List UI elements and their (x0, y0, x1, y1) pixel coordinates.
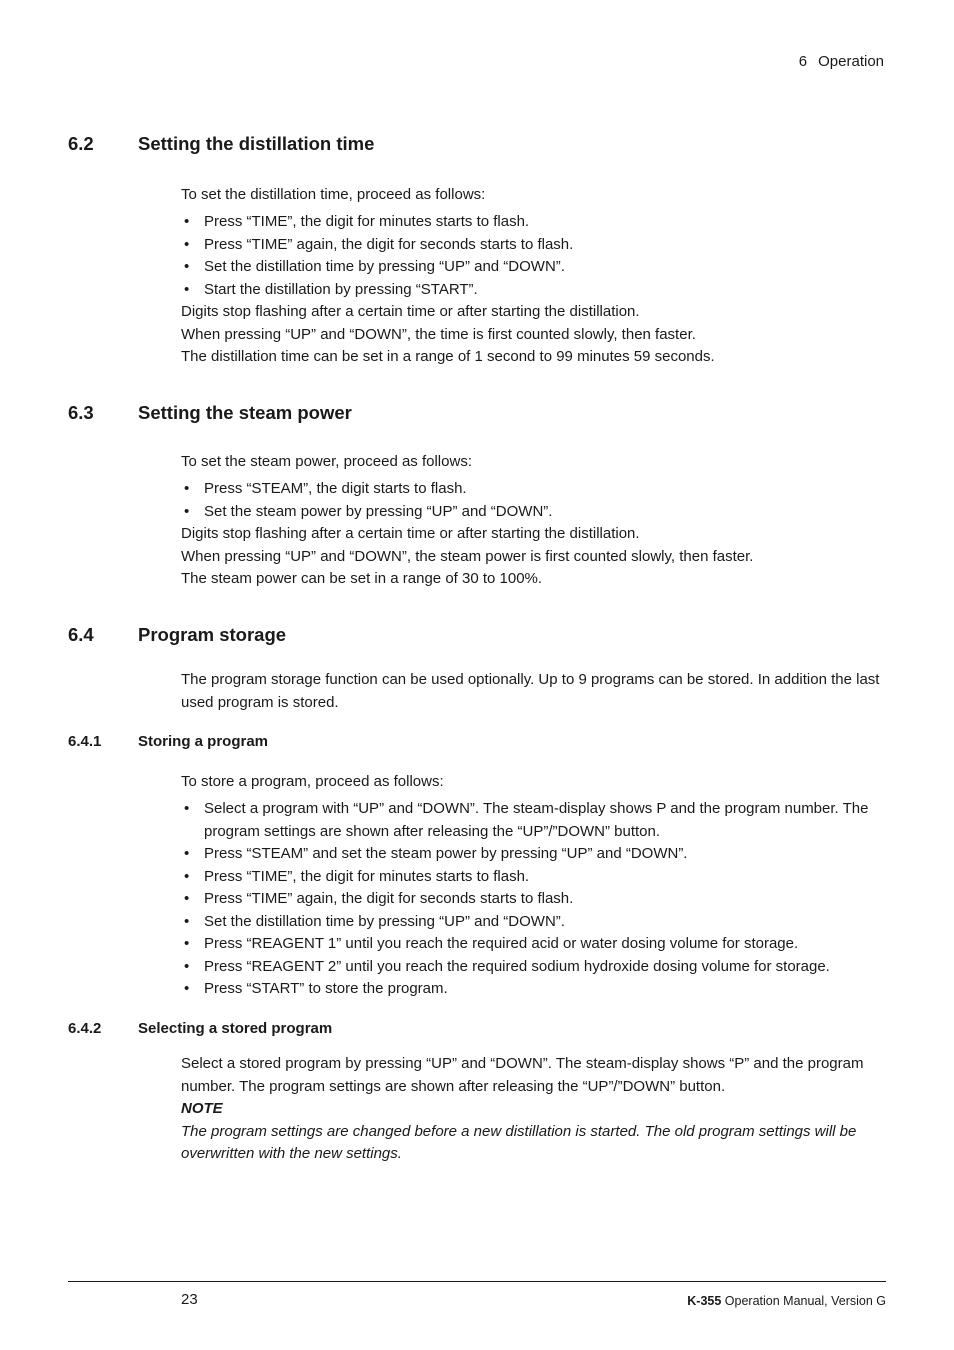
intro-text: To set the steam power, proceed as follows: (181, 453, 472, 470)
paragraph: Select a stored program by pressing “UP” and “DOWN”. The steam-display shows “P” and the program number. The program settings are shown after releasing the “UP”/”DOWN” button. (181, 1055, 864, 1095)
section-6-4-2-heading (68, 1020, 332, 1037)
section-6-3-heading (68, 402, 352, 424)
steps-list (181, 211, 886, 301)
running-header (799, 53, 884, 70)
list-item: • Set the steam power by pressing “UP” and “DOWN”. (181, 501, 886, 524)
paragraph-line: The distillation time can be set in a range of 1 second to 99 minutes 59 seconds. (181, 348, 715, 365)
paragraph-line: When pressing “UP” and “DOWN”, the time is first counted slowly, then faster. (181, 325, 696, 343)
paragraph: The program storage function can be used optionally. Up to 9 programs can be stored. In addition the last used program is stored. (181, 671, 880, 711)
intro-text: To store a program, proceed as follows: (181, 773, 444, 790)
list-item: • Press “TIME”, the digit for minutes starts to flash. (181, 211, 886, 234)
paragraph-line: Digits stop flashing after a certain time or after starting the distillation. (181, 525, 640, 542)
footer-divider (68, 1281, 886, 1282)
intro-text: To set the distillation time, proceed as follows: (181, 186, 486, 203)
chapter-title: Operation (818, 53, 884, 70)
list-item: • Press “STEAM”, the digit starts to flash. (181, 478, 886, 501)
list-item: • Press “TIME”, the digit for minutes starts to flash. (181, 866, 886, 889)
section-6-4-body (181, 669, 886, 714)
list-item: • Press “REAGENT 1” until you reach the required acid or water dosing volume for storage. (181, 933, 886, 956)
note-title: NOTE (181, 1100, 223, 1117)
section-6-4-1-heading (68, 733, 268, 750)
chapter-number: 6 (798, 53, 808, 70)
list-item: • Set the distillation time by pressing “UP” and “DOWN”. (181, 911, 886, 934)
section-6-3-body (181, 451, 886, 591)
note-text: The program settings are changed before a new distillation is started. The old program settings will be overwritten with the new settings. (181, 1122, 857, 1162)
list-item: • Press “TIME” again, the digit for seconds starts to flash. (181, 888, 886, 911)
section-number: 6.4.1 (68, 733, 102, 750)
list-item: • Press “REAGENT 2” until you reach the required sodium hydroxide dosing volume for storage. (181, 956, 886, 979)
section-6-2-body (181, 184, 886, 369)
list-item: • Select a program with “UP” and “DOWN”. The steam-display shows P and the program number. The program settings are shown after releasing the “UP”/”DOWN” button. (181, 798, 886, 843)
steps-list (181, 478, 886, 523)
section-title: Setting the steam power (138, 402, 352, 423)
page-number: 23 (181, 1291, 198, 1308)
section-number: 6.4 (68, 624, 94, 645)
section-title: Program storage (138, 624, 287, 645)
section-6-4-1-body (181, 771, 886, 1001)
section-number: 6.4.2 (68, 1020, 102, 1037)
paragraph-line: Digits stop flashing after a certain time or after starting the distillation. (181, 303, 640, 320)
list-item: • Set the distillation time by pressing “UP” and “DOWN”. (181, 256, 886, 279)
paragraph-line: When pressing “UP” and “DOWN”, the steam power is first counted slowly, then faster. (181, 547, 754, 565)
manual-version: Operation Manual, Version G (721, 1294, 886, 1308)
document-title (687, 1294, 886, 1308)
section-title: Setting the distillation time (138, 133, 375, 154)
section-number: 6.2 (68, 133, 94, 154)
list-item: • Press “TIME” again, the digit for seconds starts to flash. (181, 234, 886, 257)
section-title: Storing a program (138, 733, 269, 750)
section-number: 6.3 (68, 402, 94, 423)
section-title: Selecting a stored program (138, 1020, 333, 1037)
list-item: • Start the distillation by pressing “START”. (181, 279, 886, 302)
list-item: • Press “STEAM” and set the steam power by pressing “UP” and “DOWN”. (181, 843, 886, 866)
section-6-2-heading (68, 133, 374, 155)
list-item: • Press “START” to store the program. (181, 978, 886, 1001)
section-6-4-2-body (181, 1053, 886, 1166)
paragraph-line: The steam power can be set in a range of 30 to 100%. (181, 570, 543, 587)
section-6-4-heading (68, 624, 286, 646)
steps-list (181, 798, 886, 1001)
product-name: K-355 (687, 1294, 722, 1308)
